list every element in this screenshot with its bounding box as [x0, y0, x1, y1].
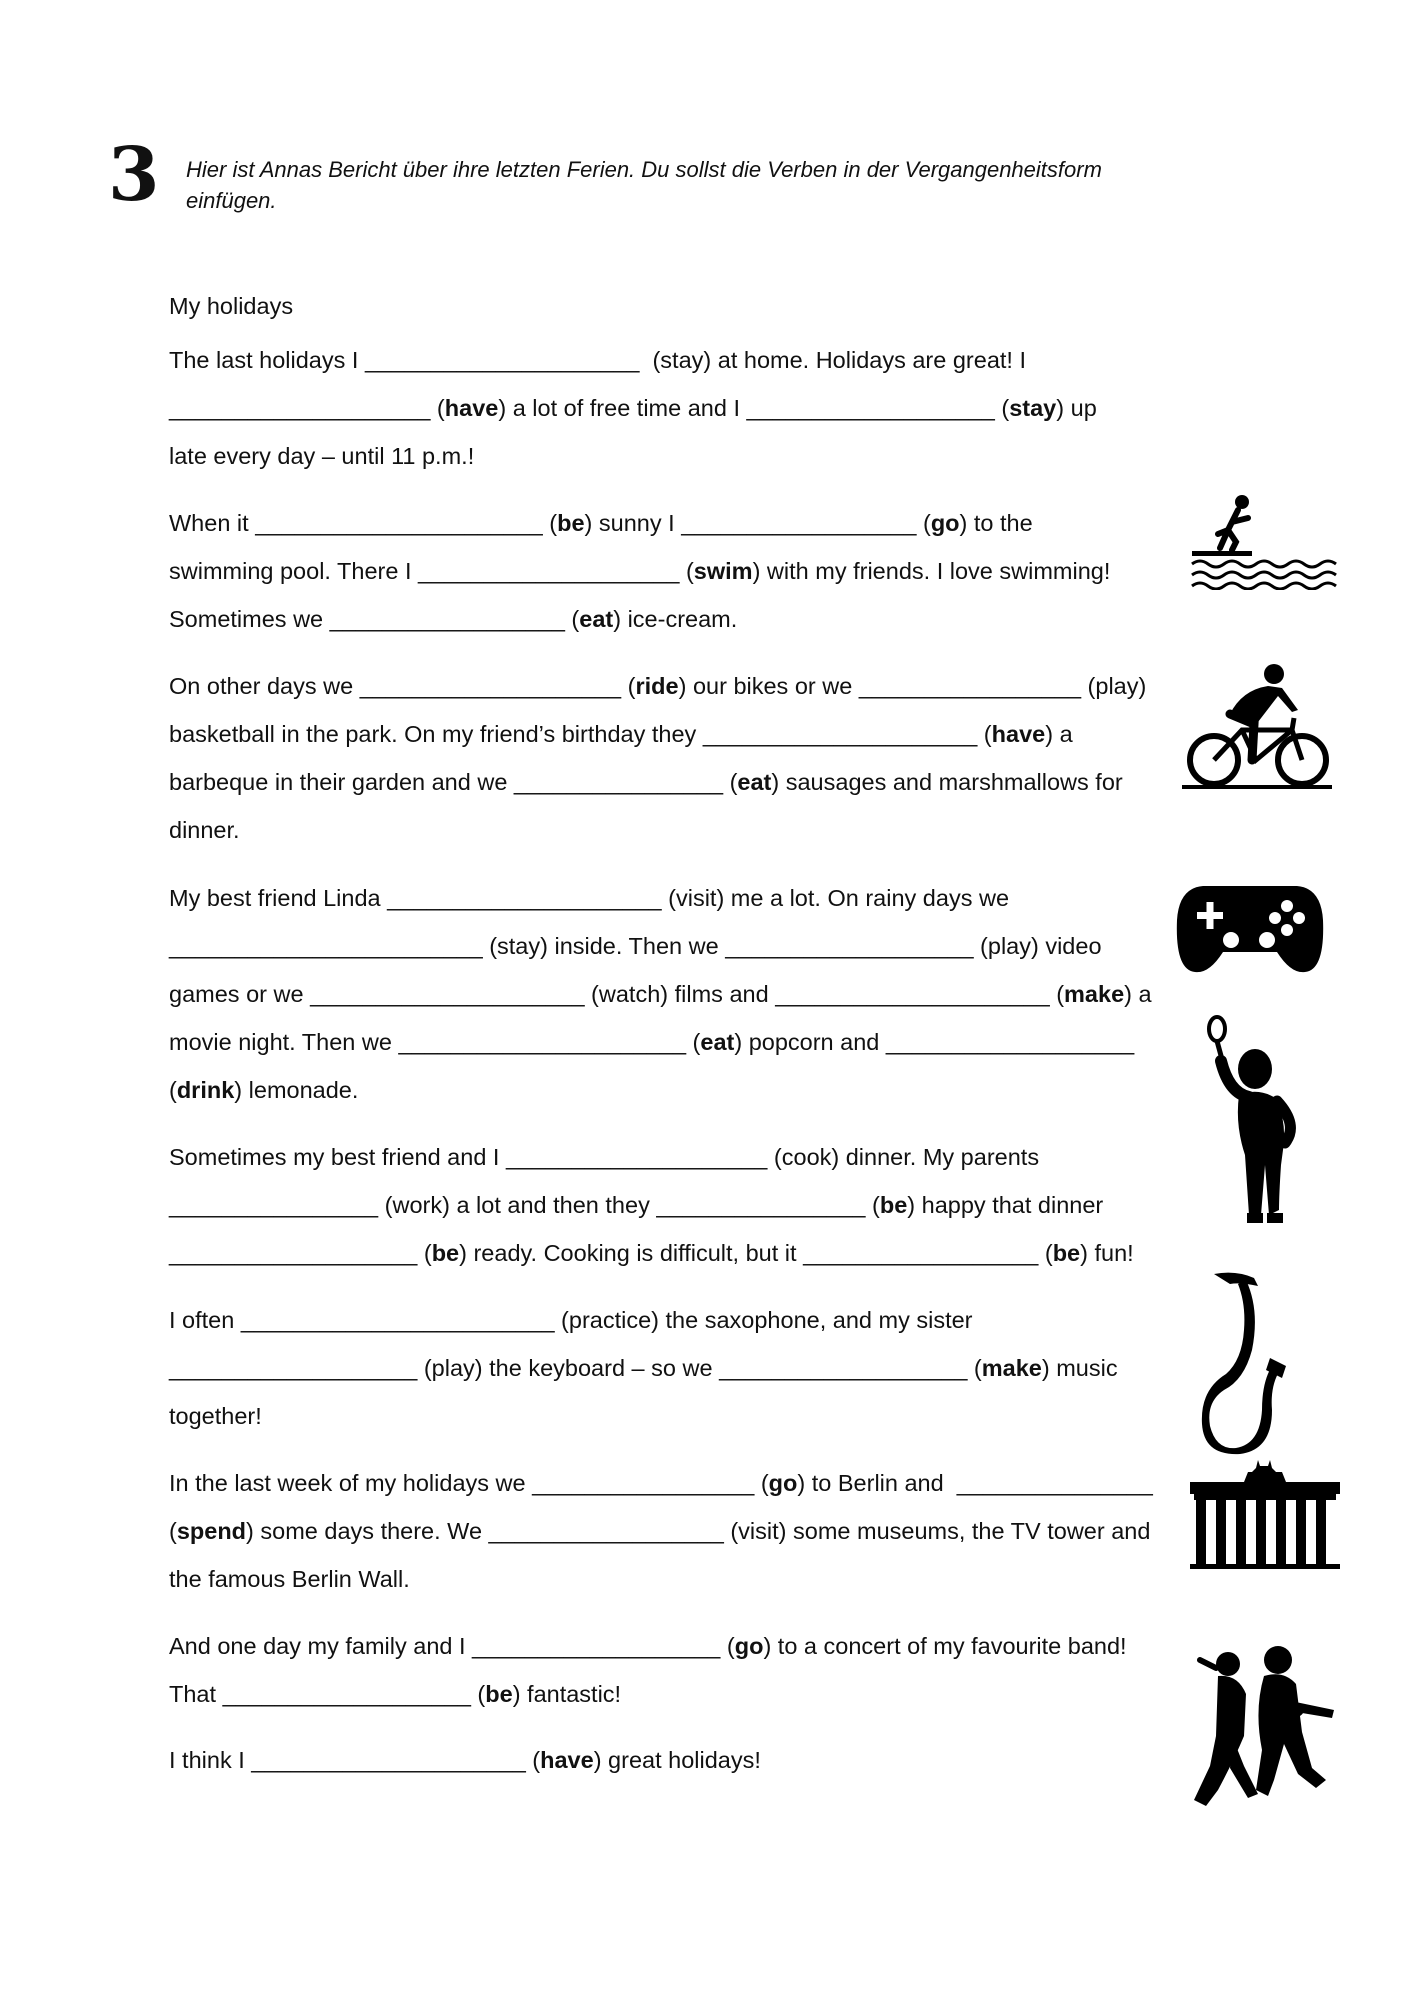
text-segment: ( [977, 721, 992, 747]
text-segment: ) great holidays! [593, 1747, 761, 1773]
verb-hint: make [1064, 981, 1125, 1007]
text-segment: Sometimes we [169, 606, 330, 632]
text-line [169, 970, 1169, 1018]
verb-hint: eat [579, 606, 614, 632]
text-segment: ( [169, 1518, 177, 1544]
answer-blank[interactable]: _____________________ [387, 885, 662, 911]
text-line [169, 1018, 1169, 1066]
verb-hint: go [768, 1470, 798, 1496]
text-line [169, 432, 1169, 480]
text-segment: ( [1038, 1240, 1053, 1266]
chef-with-whisk-icon [1195, 1015, 1315, 1230]
text-segment: ) sausages and marshmallows for [771, 769, 1123, 795]
text-segment: ( [621, 673, 636, 699]
text-segment: late every day – until 11 p.m.! [169, 443, 475, 469]
text-segment: Sometimes my best friend and I [169, 1144, 506, 1170]
text-segment: (play) video [973, 933, 1102, 959]
text-line [169, 1066, 1169, 1114]
text-segment: ( [967, 1355, 982, 1381]
paragraph-2 [169, 499, 1169, 643]
verb-hint: be [879, 1192, 908, 1218]
verb-hint: be [557, 510, 585, 536]
text-segment: ( [723, 769, 738, 795]
swimmer-diving-icon [1190, 490, 1355, 590]
answer-blank[interactable]: ___________________ [719, 1355, 968, 1381]
paragraph-6 [169, 1296, 1169, 1440]
text-segment: (visit) some museums, the TV tower and [723, 1518, 1151, 1544]
text-segment: ) ready. Cooking is difficult, but it [459, 1240, 804, 1266]
brandenburg-gate-icon [1188, 1458, 1343, 1570]
text-segment: The last holidays I [169, 347, 365, 373]
verb-hint: swim [693, 558, 753, 584]
verb-hint: drink [176, 1077, 235, 1103]
paragraph-1 [169, 336, 1169, 480]
verb-hint: have [991, 721, 1046, 747]
text-segment: ( [542, 510, 558, 536]
verb-hint: go [734, 1633, 764, 1659]
text-segment: movie night. Then we [169, 1029, 399, 1055]
text-segment: (play) the keyboard – so we [417, 1355, 720, 1381]
text-line [169, 1296, 1169, 1344]
text-line [169, 1229, 1169, 1277]
band-musicians-icon [1188, 1640, 1338, 1810]
paragraph-8 [169, 1622, 1169, 1718]
answer-blank[interactable]: __________________ [329, 606, 565, 632]
text-segment: ) with my friends. I love swimming! [752, 558, 1111, 584]
answer-blank[interactable]: __________________ [681, 510, 917, 536]
text-segment: (cook) dinner. My parents [767, 1144, 1040, 1170]
text-line [169, 1133, 1169, 1181]
text-segment: ( [916, 510, 931, 536]
answer-blank[interactable]: ___________________ [169, 1355, 418, 1381]
text-segment: In the last week of my holidays we [169, 1470, 533, 1496]
answer-blank[interactable]: ____________________ [359, 673, 622, 699]
answer-blank[interactable]: ____________________ [169, 395, 431, 421]
text-segment: On other days we [169, 673, 360, 699]
exercise-number: 3 [108, 132, 160, 218]
text-segment: ) music [1041, 1355, 1118, 1381]
text-segment: ) popcorn and [734, 1029, 886, 1055]
text-line [169, 1555, 1169, 1603]
verb-hint: be [485, 1681, 513, 1707]
game-controller-icon [1175, 880, 1325, 975]
story-title: My holidays [169, 293, 294, 319]
text-segment: ) a [1045, 721, 1073, 747]
text-segment: barbeque in their garden and we [169, 769, 514, 795]
answer-blank[interactable]: ___________________ [885, 1029, 1135, 1055]
text-segment: ) happy that dinner [907, 1192, 1104, 1218]
text-segment: dinner. [169, 817, 240, 843]
text-line [169, 922, 1169, 970]
answer-blank[interactable]: ___________________ [746, 395, 995, 421]
answer-blank[interactable]: ___________________ [725, 933, 974, 959]
answer-blank[interactable]: ______________________ [255, 510, 543, 536]
verb-hint: ride [635, 673, 679, 699]
text-segment: ( [564, 606, 580, 632]
text-segment: ( [417, 1240, 432, 1266]
text-segment: ( [720, 1633, 735, 1659]
answer-blank[interactable]: _____________________ [251, 1747, 526, 1773]
text-segment: When it [169, 510, 256, 536]
text-segment: ) a [1124, 981, 1152, 1007]
text-line [169, 662, 1169, 710]
paragraph-5 [169, 1133, 1169, 1277]
text-segment: And one day my family and I [169, 1633, 473, 1659]
answer-blank[interactable]: _________________ [532, 1470, 755, 1496]
text-segment: ( [169, 1077, 177, 1103]
text-segment: (play) [1081, 673, 1147, 699]
text-segment: (visit) me a lot. On rainy days we [661, 885, 1010, 911]
text-segment: ) some days there. We [246, 1518, 489, 1544]
verb-hint: spend [176, 1518, 247, 1544]
text-line [169, 384, 1169, 432]
text-segment: I often [169, 1307, 241, 1333]
answer-blank[interactable]: __________________ [803, 1240, 1039, 1266]
text-line [169, 1459, 1169, 1507]
answer-blank[interactable]: _________________ [858, 673, 1082, 699]
text-segment: ) to the [959, 510, 1033, 536]
text-segment: (stay) at home. Holidays are great! I [639, 347, 1027, 373]
text-segment: ) lemonade. [234, 1077, 359, 1103]
text-line [169, 806, 1169, 854]
text-segment: ( [754, 1470, 769, 1496]
text-line [169, 710, 1169, 758]
text-segment: ) to Berlin and [797, 1470, 957, 1496]
text-segment: That [169, 1681, 223, 1707]
text-line [169, 758, 1169, 806]
text-segment: ( [430, 395, 445, 421]
answer-blank[interactable]: ________________________ [169, 933, 483, 959]
text-segment: ( [679, 558, 694, 584]
text-line [169, 547, 1169, 595]
answer-blank[interactable]: ___________________ [222, 1681, 471, 1707]
answer-blank[interactable]: ________________ [513, 769, 724, 795]
text-segment: ( [470, 1681, 486, 1707]
text-segment: ) a lot of free time and I [498, 395, 747, 421]
cyclist-icon [1182, 660, 1332, 790]
text-line [169, 1392, 1169, 1440]
answer-blank[interactable]: _____________________ [364, 347, 640, 373]
text-line [169, 1622, 1169, 1670]
answer-blank[interactable]: ________________________ [240, 1307, 555, 1333]
text-line [169, 595, 1169, 643]
verb-hint: eat [737, 769, 772, 795]
text-segment: ( [1049, 981, 1065, 1007]
text-segment: together! [169, 1403, 262, 1429]
paragraph-7 [169, 1459, 1169, 1603]
text-segment: ) fantastic! [512, 1681, 622, 1707]
text-segment: I think I [169, 1747, 252, 1773]
answer-blank[interactable]: _____________________ [310, 981, 585, 1007]
text-segment: (practice) the saxophone, and my sister [554, 1307, 973, 1333]
paragraph-4 [169, 874, 1169, 1114]
verb-hint: eat [700, 1029, 735, 1055]
answer-blank[interactable]: __________________ [488, 1518, 724, 1544]
answer-blank[interactable]: _______________ [956, 1470, 1153, 1496]
answer-blank[interactable]: ___________________ [472, 1633, 721, 1659]
text-line [169, 1344, 1169, 1392]
paragraph-9 [169, 1736, 1169, 1784]
verb-hint: have [444, 395, 499, 421]
answer-blank[interactable]: ______________________ [398, 1029, 687, 1055]
text-segment: ( [525, 1747, 541, 1773]
text-line [169, 1670, 1169, 1718]
text-line [169, 1181, 1169, 1229]
text-segment: ( [994, 395, 1010, 421]
text-segment: ) our bikes or we [678, 673, 859, 699]
text-line [169, 1736, 1169, 1784]
verb-hint: be [1052, 1240, 1081, 1266]
paragraph-3 [169, 662, 1169, 854]
answer-blank[interactable]: ___________________ [169, 1240, 418, 1266]
text-segment: basketball in the park. On my friend’s birthday they [169, 721, 703, 747]
answer-blank[interactable]: ________________ [656, 1192, 866, 1218]
verb-hint: have [540, 1747, 594, 1773]
exercise-instruction: Hier ist Annas Bericht über ihre letzten Ferien. Du sollst die Verben in der Vergangenheitsform einfügen. [186, 157, 1102, 213]
text-segment: ) up [1056, 395, 1097, 421]
text-segment: swimming pool. There I [169, 558, 419, 584]
answer-blank[interactable]: _____________________ [702, 721, 978, 747]
answer-blank[interactable]: ____________________ [418, 558, 680, 584]
text-segment: ) to a concert of my favourite band! [763, 1633, 1127, 1659]
text-segment: (watch) films and [584, 981, 776, 1007]
verb-hint: go [930, 510, 960, 536]
text-line [169, 1507, 1169, 1555]
text-segment: the famous Berlin Wall. [169, 1566, 410, 1592]
text-segment: games or we [169, 981, 311, 1007]
answer-blank[interactable]: _____________________ [775, 981, 1050, 1007]
verb-hint: make [981, 1355, 1042, 1381]
text-line [169, 336, 1169, 384]
text-segment: ( [686, 1029, 701, 1055]
text-segment: ) ice-cream. [613, 606, 738, 632]
verb-hint: stay [1009, 395, 1057, 421]
text-line [169, 499, 1169, 547]
text-segment: My best friend Linda [169, 885, 388, 911]
text-segment: ( [865, 1192, 880, 1218]
text-segment: ) sunny I [584, 510, 682, 536]
text-line [169, 874, 1169, 922]
text-segment: (stay) inside. Then we [482, 933, 726, 959]
saxophone-icon [1200, 1270, 1290, 1455]
verb-hint: be [431, 1240, 460, 1266]
answer-blank[interactable]: ____________________ [505, 1144, 768, 1170]
text-segment: (work) a lot and then they [378, 1192, 657, 1218]
text-segment: ) fun! [1080, 1240, 1134, 1266]
answer-blank[interactable]: ________________ [169, 1192, 379, 1218]
